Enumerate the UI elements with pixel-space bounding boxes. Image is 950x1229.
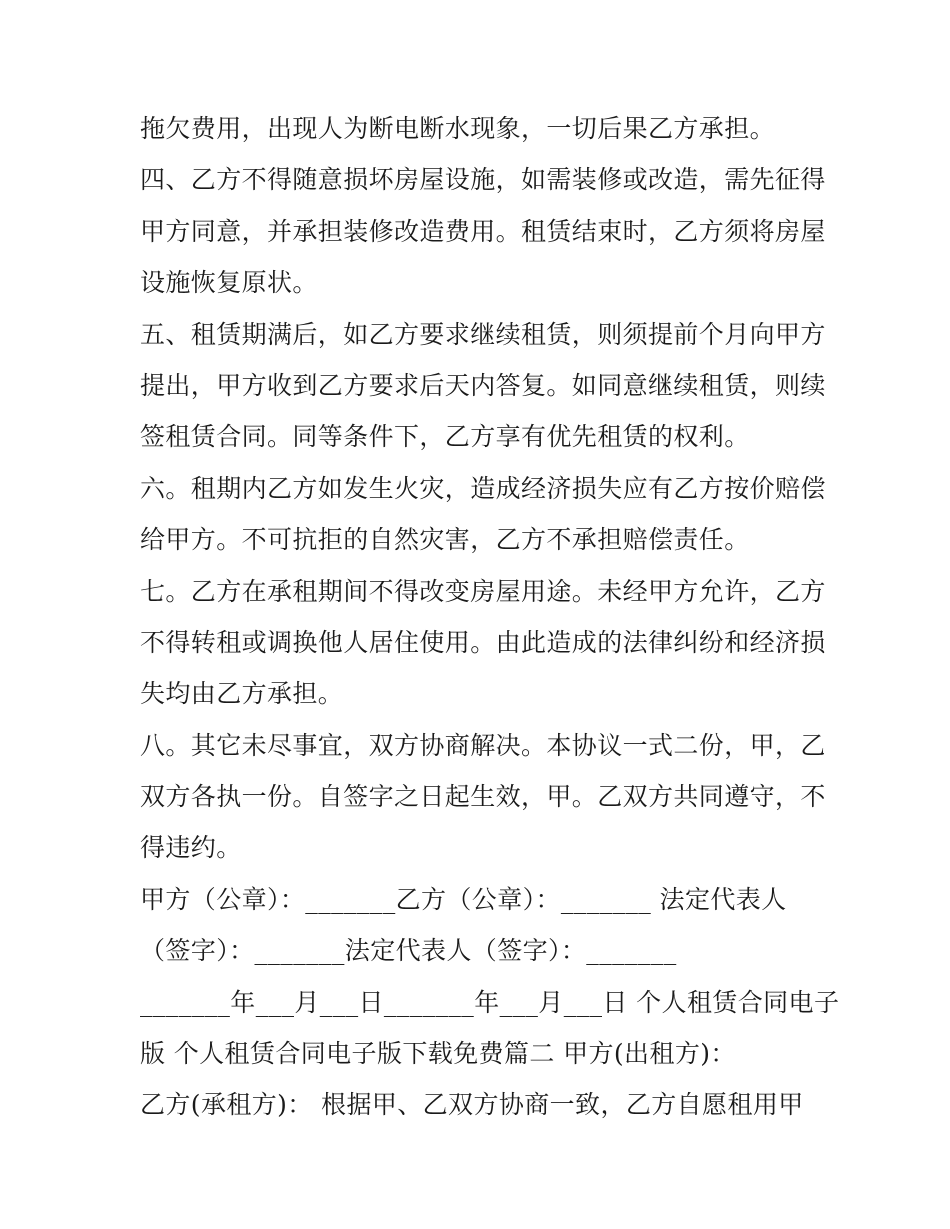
text-line: 给甲方。不可抗拒的自然灾害，乙方不承担赔偿责任。	[140, 525, 750, 555]
text-line: 六。租期内乙方如发生火灾，造成经济损失应有乙方按价赔偿	[140, 473, 826, 503]
text-line: 乙方(承租方)： 根据甲、乙双方协商一致，乙方自愿租用甲	[140, 1090, 804, 1120]
signature-line: （签字）：_______法定代表人（签字）：_______	[140, 936, 677, 966]
document-body	[140, 103, 840, 1131]
text-line: 设施恢复原状。	[140, 268, 318, 298]
signature-line: 甲方（公章）：_______乙方（公章）：_______ 法定代表人	[140, 884, 787, 914]
text-line: 四、乙方不得随意损坏房屋设施，如需装修或改造，需先征得	[140, 165, 826, 195]
text-line: 版 个人租赁合同电子版下载免费篇二 甲方(出租方)：	[140, 1039, 736, 1069]
text-line: 签租赁合同。同等条件下，乙方享有优先租赁的权利。	[140, 422, 750, 452]
text-line: 得违约。	[140, 833, 242, 863]
text-line: 不得转租或调换他人居住使用。由此造成的法律纠纷和经济损	[140, 627, 826, 657]
text-line: 八。其它未尽事宜，双方协商解决。本协议一式二份，甲，乙	[140, 730, 826, 760]
date-line: _______年___月___日_______年___月___日 个人租赁合同电子	[140, 987, 840, 1017]
text-line: 五、租赁期满后，如乙方要求继续租赁，则须提前个月向甲方	[140, 319, 826, 349]
text-line: 双方各执一份。自签字之日起生效，甲。乙双方共同遵守，不	[140, 782, 826, 812]
text-line: 失均由乙方承担。	[140, 679, 344, 709]
text-line: 甲方同意，并承担装修改造费用。租赁结束时，乙方须将房屋	[140, 216, 826, 246]
text-line: 提出，甲方收到乙方要求后天内答复。如同意继续租赁，则续	[140, 370, 826, 400]
text-line: 拖欠费用，出现人为断电断水现象，一切后果乙方承担。	[140, 114, 776, 143]
text-line: 七。乙方在承租期间不得改变房屋用途。未经甲方允许，乙方	[140, 576, 826, 606]
